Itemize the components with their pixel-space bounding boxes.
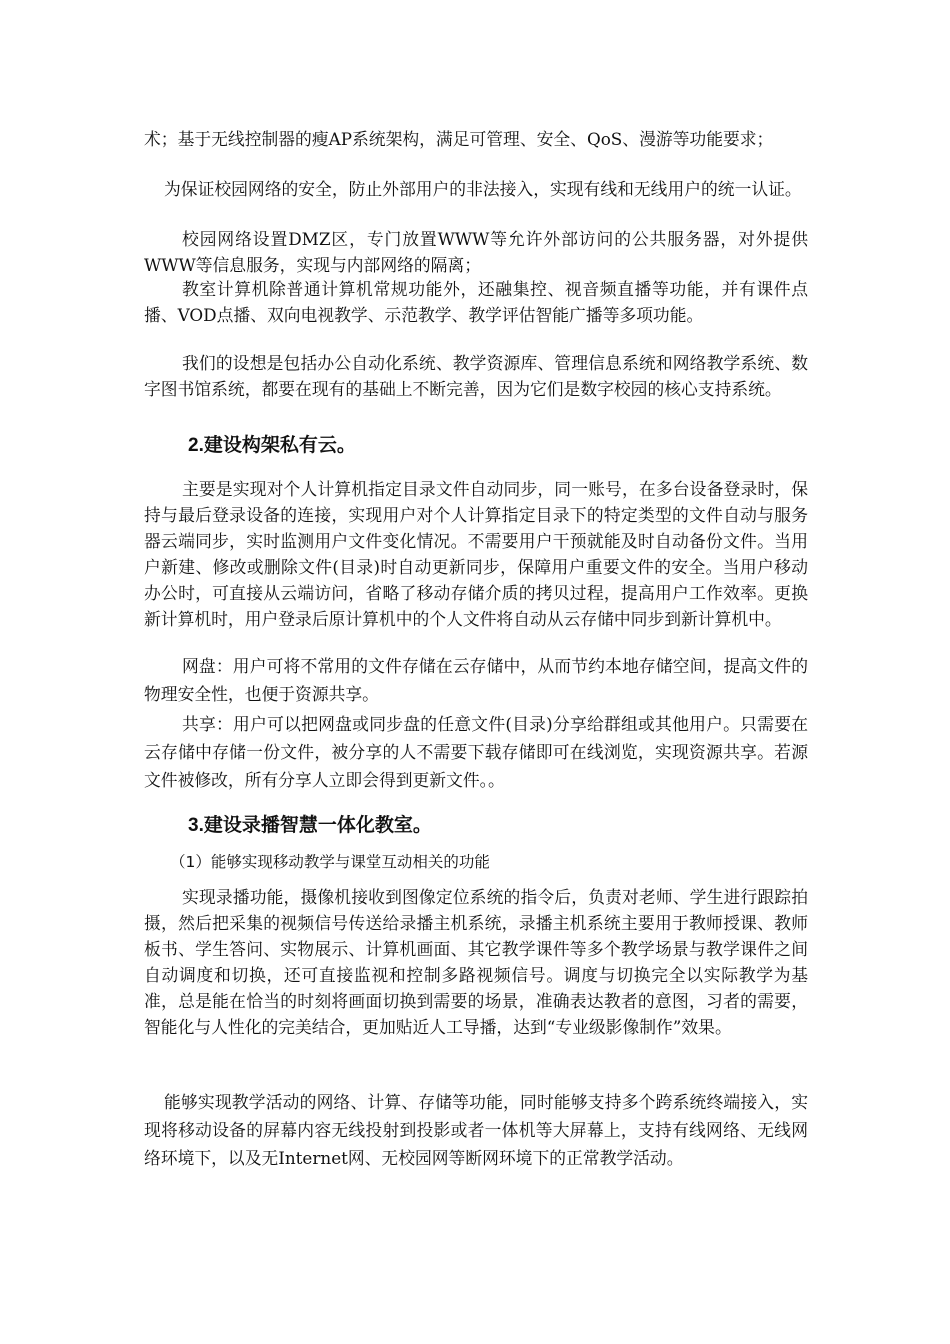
heading-smart-classroom: 3.建设录播智慧一体化教室。 <box>188 815 432 836</box>
paragraph-dmz-zone: 校园网络设置DMZ区，专门放置WWW等允许外部访问的公共服务器，对外提供WWW等信息服务，实现与内部网络的隔离； <box>144 229 808 275</box>
paragraph-network-security: 为保证校园网络的安全，防止外部用户的非法接入，实现有线和无线用户的统一认证。 <box>164 179 802 199</box>
paragraph-file-sync: 主要是实现对个人计算机指定目录文件自动同步，同一账号，在多台设备登录时，保持与最后登录设备的连接，实现用户对个人计算指定目录下的特定类型的文件自动与服务器云端同步，实时监测用户文件变化情况。不需要用户干预就能及时自动备份文件。当用户新建、修改或删除文件(目录)时自动更新同步，保障用户重要文件的安全。当用户移动办公时，可直接从云端访问，省略了移动存储介质的拷贝过程，提高用户工作效率。更换新计算机时，用户登录后原计算机中的个人文件将自动从云存储中同步到新计算机中。 <box>144 479 808 629</box>
subheading-mobile-teaching: （1）能够实现移动教学与课堂互动相关的功能 <box>170 853 490 871</box>
paragraph-wlan-architecture: 术；基于无线控制器的瘦AP系统架构，满足可管理、安全、QoS、漫游等功能要求； <box>144 129 774 149</box>
paragraph-file-sharing: 共享：用户可以把网盘或同步盘的任意文件(目录)分享给群组或其他用户。只需要在云存储中存储一份文件，被分享的人不需要下载存储即可在线浏览，实现资源共享。若源文件被修改，所有分享人立即会得到更新文件。。 <box>144 714 808 790</box>
paragraph-classroom-computers: 教室计算机除普通计算机常规功能外，还融集控、视音频直播等功能，并有课件点播、VOD点播、双向电视教学、示范教学、教学评估智能广播等多项功能。 <box>144 279 808 325</box>
heading-private-cloud: 2.建设构架私有云。 <box>188 435 356 456</box>
paragraph-network-disk: 网盘：用户可将不常用的文件存储在云存储中，从而节约本地存储空间，提高文件的物理安全性，也便于资源共享。 <box>144 656 808 704</box>
paragraph-recording-broadcast: 实现录播功能，摄像机接收到图像定位系统的指令后，负责对老师、学生进行跟踪拍摄，然后把采集的视频信号传送给录播主机系统，录播主机系统主要用于教师授课、教师板书、学生答问、实物展示、计算机画面、其它教学课件等多个教学场景与教学课件之间自动调度和切换，还可直接监视和控制多路视频信号。调度与切换完全以实际教学为基准，总是能在恰当的时刻将画面切换到需要的场景，准确表达教者的意图，习者的需要，智能化与人性化的完美结合，更加贴近人工导播，达到“专业级影像制作”效果。 <box>144 887 808 1037</box>
paragraph-core-systems: 我们的设想是包括办公自动化系统、教学资源库、管理信息系统和网络教学系统、数字图书馆系统，都要在现有的基础上不断完善，因为它们是数字校园的核心支持系统。 <box>144 353 808 399</box>
paragraph-network-terminals: 能够实现教学活动的网络、计算、存储等功能，同时能够支持多个跨系统终端接入，实现将移动设备的屏幕内容无线投射到投影或者一体机等大屏幕上，支持有线网络、无线网络环境下，以及无Internet网、无校园网等断网环境下的正常教学活动。 <box>144 1092 808 1168</box>
